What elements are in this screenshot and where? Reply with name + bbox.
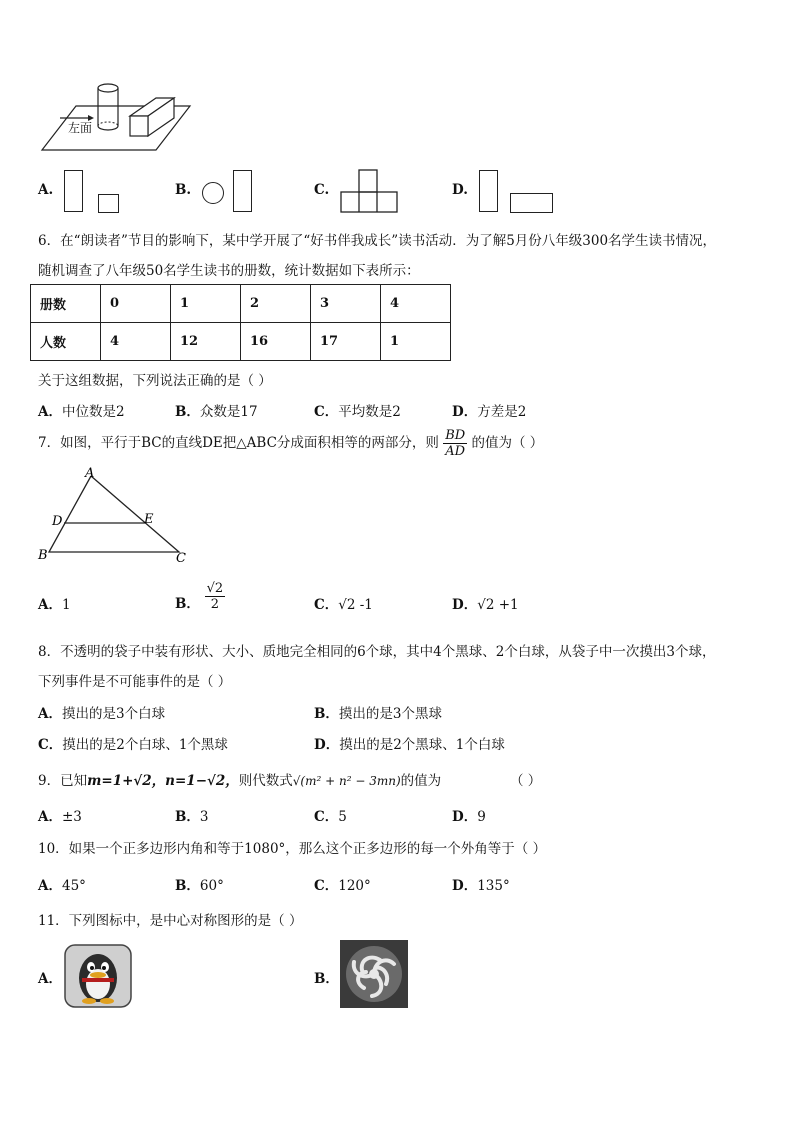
q5-option-b-tall-rect (233, 170, 252, 212)
q6-table-cell: 0 (101, 285, 171, 323)
q6-table-cell: 12 (171, 323, 241, 361)
q9-radical-expression: √(m² + n² − 3mn) (292, 774, 401, 788)
q7-option-b: B． $\frac{√2}{2}$ (175, 580, 224, 612)
q6-table-cell: 16 (241, 323, 311, 361)
q7-option-b-numerator: √2 (206, 580, 224, 596)
q6-option-b: B．众数是17 (175, 404, 258, 420)
q11-option-b-letter: B． (314, 971, 339, 987)
q6-table-cell: 1 (381, 323, 451, 361)
q9-stem-b: 则代数式 (238, 773, 293, 789)
q6-table-cell: 3 (311, 285, 381, 323)
q11-option-a-penguin-icon (64, 944, 132, 1008)
q8-stem-line1: 8．不透明的袋子中装有形状、大小、质地完全相同的6个球，其中4个黑球、2个白球，从袋子中一次摸出3个球， (38, 644, 716, 660)
q6-stem-line1: 6．在“朗读者”节目的影响下，某中学开展了“好书伴我成长”读书活动．为了解5月份八年级300名学生读书情况， (38, 233, 717, 249)
q10-option-c: C．120° (314, 878, 371, 894)
q6-table-cell: 4 (381, 285, 451, 323)
q5-option-c-letter: C. (314, 182, 330, 198)
q7-label-b: B (38, 548, 48, 563)
q6-option-a: A．中位数是2 (38, 404, 125, 420)
q9-stem (38, 769, 441, 789)
q5-option-a-tall-rect (64, 170, 83, 212)
q6-table-row-people (31, 323, 451, 361)
q8-option-d: D．摸出的是2个黑球、1个白球 (314, 737, 505, 753)
q7-option-b-denominator: 2 (210, 596, 220, 612)
q7-fraction-denominator: AD (445, 444, 466, 459)
q8-stem-line2: 下列事件是不可能事件的是（ ） (38, 674, 232, 690)
q5-option-d-tall-rect (479, 170, 498, 212)
q7-stem (38, 428, 543, 459)
q6-table-cell: 2 (241, 285, 311, 323)
q6-table-cell: 17 (311, 323, 381, 361)
q7-option-d: D．√2 +1 (452, 597, 519, 613)
q5-option-d-letter: D. (452, 182, 468, 198)
q7-label-c: C (176, 551, 186, 566)
q7-fraction (443, 428, 467, 459)
q6-table-header-people: 人数 (31, 323, 101, 361)
q9-option-d: D．9 (452, 809, 486, 825)
q5-option-b-letter: B. (175, 182, 192, 198)
q7-stem-text: 7．如图，平行于BC的直线DE把△ABC分成面积相等的两部分，则 (38, 435, 439, 451)
q7-label-e: E (144, 512, 154, 527)
q8-option-a: A．摸出的是3个白球 (38, 706, 166, 722)
q6-table-row-books (31, 285, 451, 323)
q5-option-b-circle (202, 182, 224, 204)
q7-option-c: C．√2 -1 (314, 597, 373, 613)
q7-option-a: A．1 (38, 597, 71, 613)
q6-prompt: 关于这组数据，下列说法正确的是（ ） (38, 373, 272, 389)
q6-table-cell: 4 (101, 323, 171, 361)
q9-stem-c: 的值为 (400, 773, 442, 789)
q8-option-c: C．摸出的是2个白球、1个黑球 (38, 737, 228, 753)
q5-option-c-combined-view (339, 169, 401, 215)
q6-data-table (30, 284, 451, 361)
q11-option-b-swirl-icon (340, 940, 408, 1008)
q8-option-b: B．摸出的是3个黑球 (314, 706, 443, 722)
q10-stem: 10．如果一个正多边形内角和等于1080°，那么这个正多边形的每一个外角等于（ ） (38, 841, 547, 857)
q9-m-expression: m=1+√2， (87, 773, 166, 789)
q5-solids-figure (36, 76, 196, 156)
q9-option-c: C．5 (314, 809, 347, 825)
q9-stem-a: 9．已知 (38, 773, 88, 789)
q7-label-d: D (52, 514, 63, 529)
q10-option-a: A．45° (38, 878, 86, 894)
q6-option-c: C．平均数是2 (314, 404, 401, 420)
q6-table-header-books: 册数 (31, 285, 101, 323)
q5-left-view-label: 左面 (68, 121, 93, 135)
q6-option-d: D．方差是2 (452, 404, 527, 420)
q5-option-d-wide-rect (510, 193, 553, 213)
q7-fraction-numerator: BD (445, 428, 466, 443)
q5-option-a-letter: A. (38, 182, 54, 198)
q11-stem: 11．下列图标中，是中心对称图形的是（ ） (38, 913, 303, 929)
q7-label-a: A (85, 466, 95, 481)
q6-table-cell: 1 (171, 285, 241, 323)
q5-option-a-square (98, 194, 119, 213)
q9-n-expression: n=1−√2， (165, 773, 239, 789)
q7-stem-tail: 的值为（ ） (471, 435, 544, 451)
q9-answer-paren: （ ） (510, 773, 542, 789)
q11-option-a-letter: A． (38, 971, 62, 987)
q7-triangle-figure (34, 466, 194, 570)
q9-option-b: B．3 (175, 809, 209, 825)
q10-option-d: D．135° (452, 878, 510, 894)
q6-stem-line2: 随机调查了八年级50名学生读书的册数，统计数据如下表所示： (38, 263, 420, 279)
q10-option-b: B．60° (175, 878, 224, 894)
q9-option-a: A．±3 (38, 809, 82, 825)
